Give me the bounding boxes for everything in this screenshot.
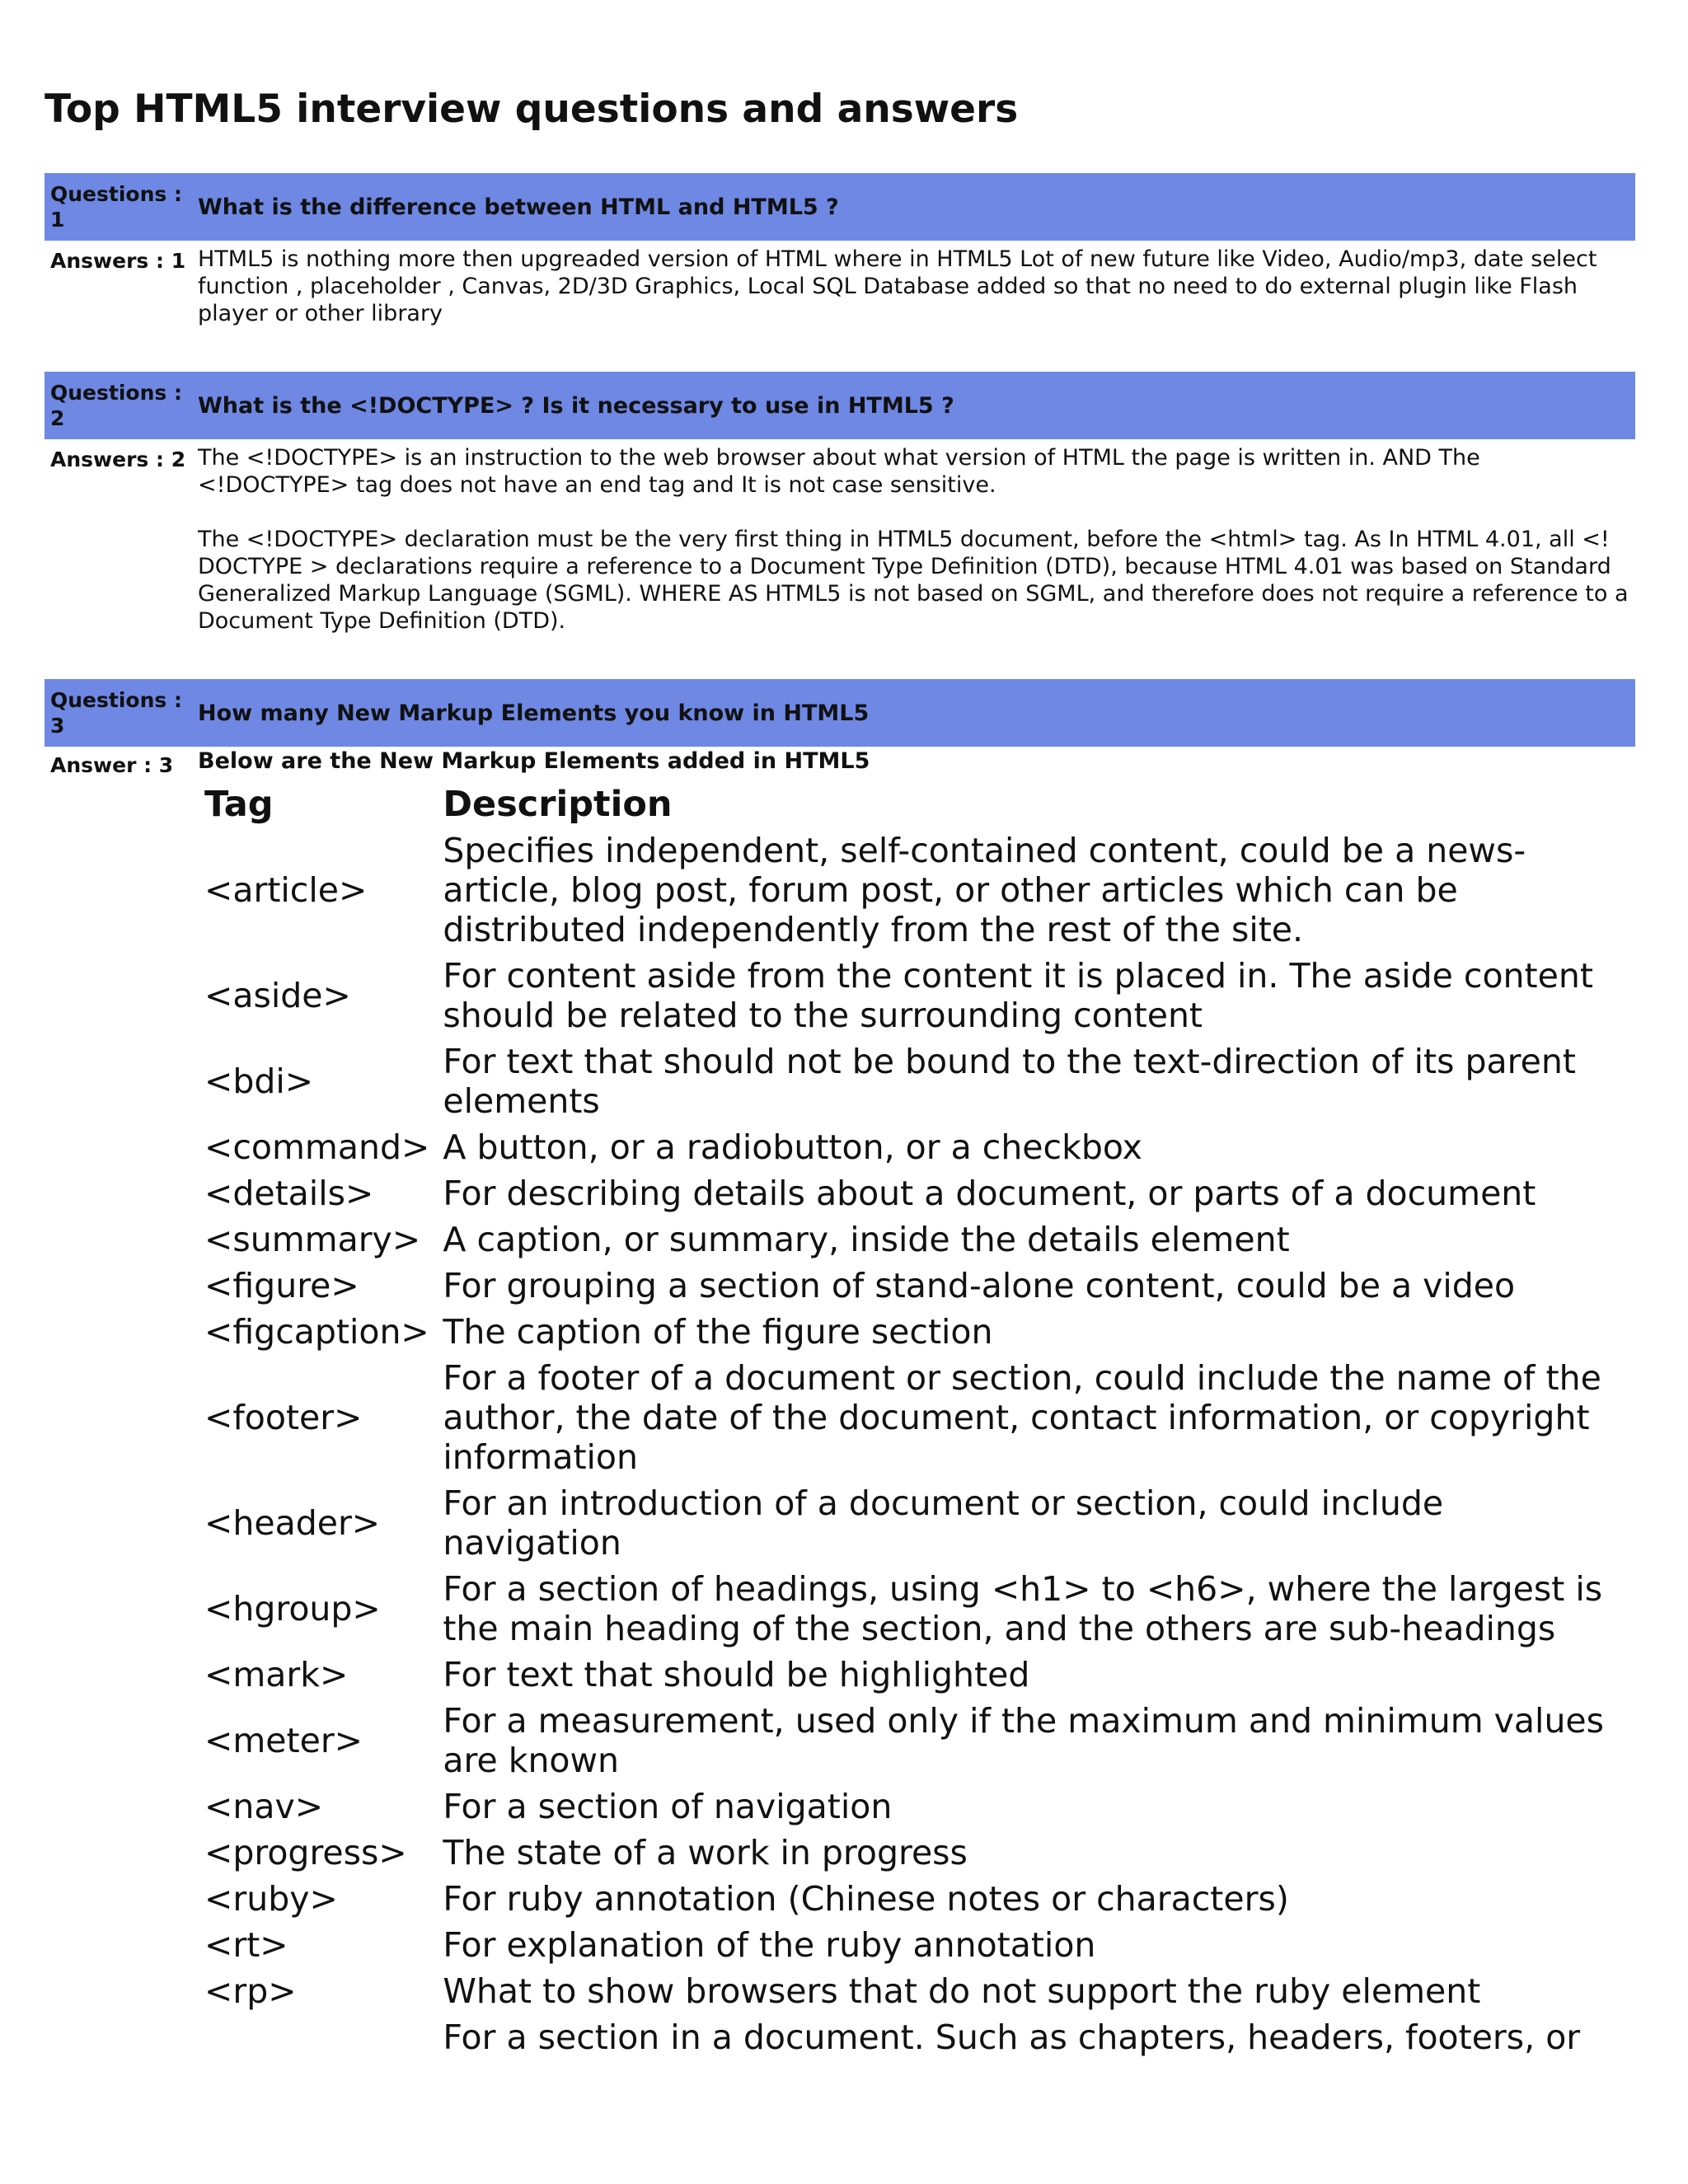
description-cell: For a measurement, used only if the maximum and minimum values are known (443, 1701, 1605, 1780)
tag-cell: <figcaption> (204, 1312, 429, 1352)
description-cell: For a section in a document. Such as chapters, headers, footers, or (443, 2018, 1581, 2057)
description-cell: For ruby annotation (Chinese notes or characters) (443, 1879, 1289, 1919)
question-2-label: Questions : 2 (50, 381, 182, 430)
table-row (198, 827, 1628, 953)
table-row (198, 1783, 1628, 1830)
tag-cell (198, 2014, 436, 2060)
description-cell: The state of a work in progress (443, 1833, 968, 1872)
description-cell: A caption, or summary, inside the details element (443, 1220, 1290, 1259)
description-cell: For content aside from the content it is placed in. The aside content should be related to the surrounding content (443, 956, 1593, 1035)
tag-cell: <aside> (204, 976, 351, 1015)
question-1-label: Questions : 1 (50, 182, 182, 232)
description-cell: A button, or a radiobutton, or a checkbox (443, 1127, 1142, 1167)
answer-1-body (198, 246, 1632, 327)
answer-3-label: Answer : 3 (50, 753, 174, 777)
description-cell: For a section of navigation (443, 1787, 893, 1826)
table-row (198, 1698, 1628, 1783)
question-2-bar (45, 372, 1635, 439)
table-row (198, 1652, 1628, 1698)
tag-cell: <summary> (204, 1220, 421, 1259)
description-cell: For an introduction of a document or section, could include navigation (443, 1483, 1444, 1563)
tag-cell: <bdi> (204, 1062, 314, 1101)
description-cell: The caption of the figure section (443, 1312, 993, 1352)
description-cell: For grouping a section of stand-alone content, could be a video (443, 1266, 1516, 1305)
answer-2-body (198, 444, 1632, 635)
question-3-label: Questions : 3 (50, 688, 182, 738)
table-row (198, 1170, 1628, 1216)
table-row (198, 1124, 1628, 1170)
answer-2-paragraph-1: The <!DOCTYPE> is an instruction to the web browser about what version of HTML the page is written in. AND The <!DOCTYPE> tag does not have an end tag and It is not case sensitive. (198, 445, 1480, 498)
tag-cell: <nav> (204, 1787, 324, 1826)
table-row (198, 1355, 1628, 1480)
tag-cell: <ruby> (204, 1879, 338, 1919)
description-cell: For a footer of a document or section, could include the name of the author, the date of the document, contact information, or copyright information (443, 1358, 1601, 1477)
table-row (198, 953, 1628, 1038)
answer-3-intro: Below are the New Markup Elements added in HTML5 (198, 748, 870, 774)
tag-cell: <figure> (204, 1266, 359, 1305)
table-row (198, 1480, 1628, 1566)
tag-cell: <command> (204, 1127, 430, 1167)
tag-cell: <rp> (204, 1971, 297, 2011)
new-elements-table (198, 781, 1628, 2060)
answer-1-paragraph-1: HTML5 is nothing more then upgreaded version of HTML where in HTML5 Lot of new future like Video, Audio/mp3, date select function , placeholder , Canvas, 2D/3D Graphics, Local SQL Database added so that no need to do external plugin like Flash player or other library (198, 246, 1597, 326)
table-row (198, 1566, 1628, 1652)
table-row (198, 1876, 1628, 1922)
question-3-bar (45, 679, 1635, 747)
tag-cell: <mark> (204, 1655, 349, 1694)
table-row (198, 1309, 1628, 1355)
tag-cell: <hgroup> (204, 1589, 381, 1629)
table-row (198, 2014, 1628, 2060)
tag-cell: <rt> (204, 1925, 288, 1965)
tag-cell: <header> (204, 1503, 381, 1543)
tag-cell: <details> (204, 1174, 374, 1213)
table-row (198, 1216, 1628, 1263)
tag-cell: <meter> (204, 1721, 363, 1760)
answer-1-label: Answers : 1 (50, 249, 186, 273)
question-3-text: How many New Markup Elements you know in HTML5 (198, 700, 870, 726)
description-cell: What to show browsers that do not support the ruby element (443, 1971, 1481, 2011)
table-row (198, 1922, 1628, 1968)
question-2-text: What is the <!DOCTYPE> ? Is it necessary to use in HTML5 ? (198, 392, 954, 419)
tag-cell: <progress> (204, 1833, 407, 1872)
table-row (198, 1038, 1628, 1124)
description-cell: For explanation of the ruby annotation (443, 1925, 1096, 1965)
table-row (198, 1830, 1628, 1876)
description-cell: For describing details about a document, or parts of a document (443, 1174, 1536, 1213)
table-row (198, 1968, 1628, 2014)
description-cell: For text that should not be bound to the text-direction of its parent elements (443, 1042, 1576, 1121)
description-column-header: Description (443, 784, 673, 825)
description-cell: For text that should be highlighted (443, 1655, 1030, 1694)
question-1-text: What is the difference between HTML and HTML5 ? (198, 194, 839, 220)
tag-cell: <article> (204, 870, 368, 910)
description-cell: Specifies independent, self-contained content, could be a news-article, blog post, forum post, or other articles which can be distributed independently from the rest of the site. (443, 831, 1526, 949)
question-1-bar (45, 173, 1635, 241)
tag-cell: <footer> (204, 1398, 363, 1437)
table-row (198, 1263, 1628, 1309)
description-cell: For a section of headings, using <h1> to <h6>, where the largest is the main heading of the section, and the others are sub-headings (443, 1569, 1603, 1648)
tag-column-header: Tag (204, 784, 274, 825)
answer-2-paragraph-2: The <!DOCTYPE> declaration must be the very first thing in HTML5 document, before the <html> tag. As In HTML 4.01, all <! DOCTYPE > declarations require a reference to a Document Type Definition (DTD), because HTML 4.01 was based on Standard Generalized Markup Language (SGML). WHERE AS HTML5 is not based on SGML, and therefore does not require a reference to a Document Type Definition (DTD). (198, 527, 1629, 634)
page-title: Top HTML5 interview questions and answers (45, 87, 1019, 132)
table-header-row (198, 781, 1628, 827)
answer-2-label: Answers : 2 (50, 448, 186, 471)
